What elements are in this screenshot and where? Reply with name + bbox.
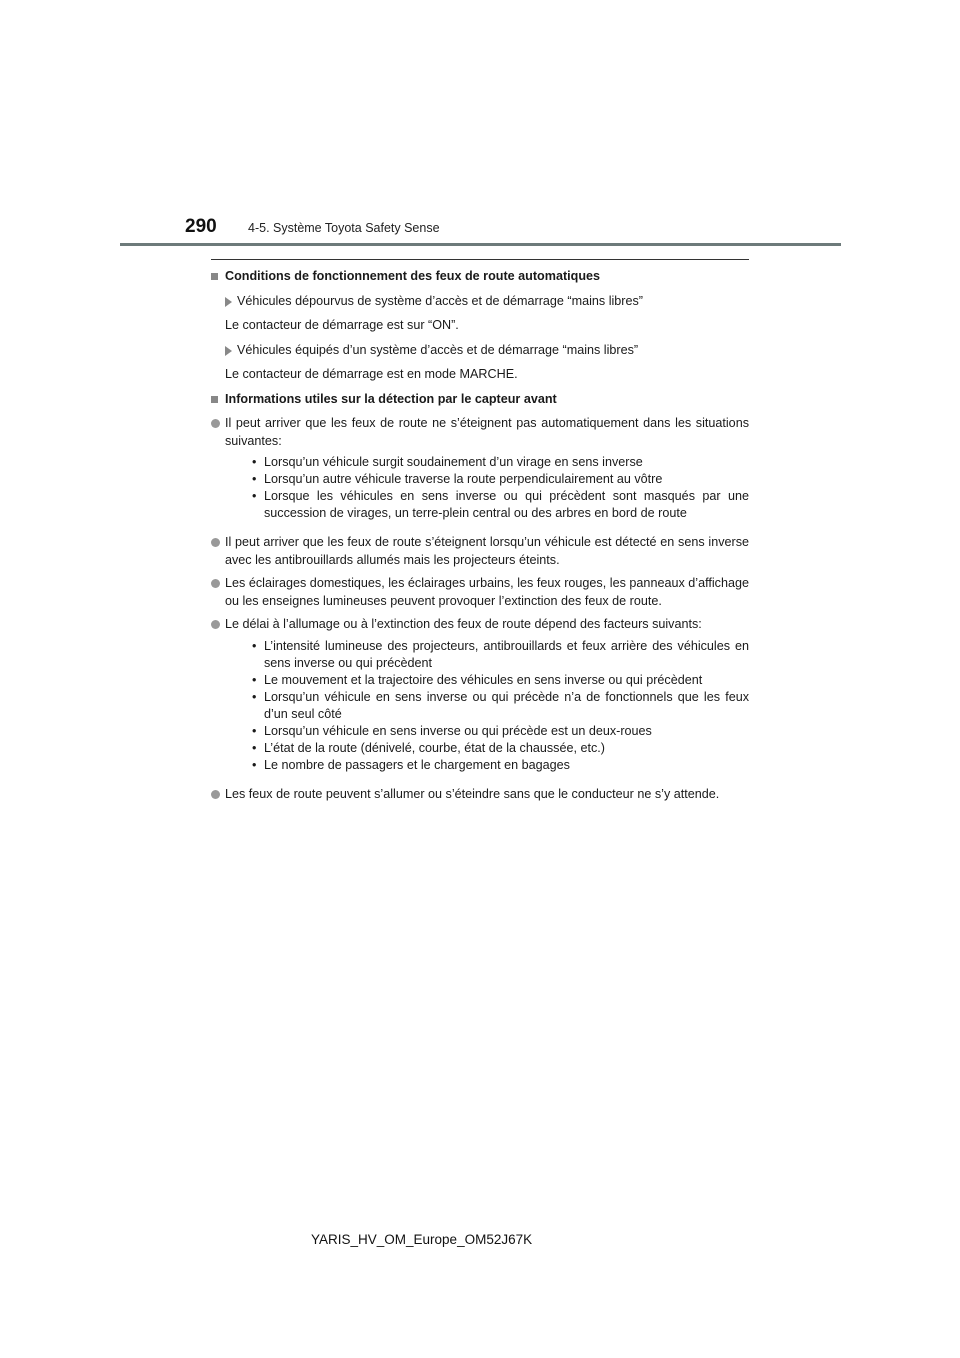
circle-bullet-icon [211,620,220,629]
sub-item: • Lorsqu’un véhicule en sens inverse ou qui précède n’a de fonctionnels que les feux d’un seul côté [252,689,749,723]
section-heading [211,268,749,286]
sub-item: • L’intensité lumineuse des projecteurs, antibrouillards et feux arrière des véhicules en sens inverse ou qui précèdent [252,638,749,672]
bullet-text: Il peut arriver que les feux de route ne s’éteignent pas automatiquement dans les situations suivantes: [225,416,749,448]
condition-label-text: Véhicules dépourvus de système d’accès et de démarrage “mains libres” [237,293,643,308]
sub-item: • Le nombre de passagers et le chargement en bagages [252,757,749,774]
circle-bullet-icon [211,579,220,588]
page-content [211,268,749,809]
heading-text: Conditions de fonctionnement des feux de route automatiques [225,269,601,283]
sub-list [252,638,749,774]
bullet-item [211,575,749,610]
header-rule [120,243,841,246]
circle-bullet-icon [211,419,220,428]
sub-item: • L’état de la route (dénivelé, courbe, état de la chaussée, etc.) [252,740,749,757]
content-rule [211,259,749,260]
page-number: 290 [185,216,217,237]
circle-bullet-icon [211,790,220,799]
condition-text: Le contacteur de démarrage est sur “ON”. [225,318,459,332]
sub-item: • Le mouvement et la trajectoire des véhicules en sens inverse ou qui précèdent [252,672,749,689]
heading-text: Informations utiles sur la détection par le capteur avant [225,391,557,406]
square-bullet-icon [211,273,218,280]
sub-list [252,454,749,522]
bullet-text: Le délai à l’allumage ou à l’extinction des feux de route dépend des facteurs suivants: [225,617,702,631]
sub-item: • Lorsqu’un véhicule en sens inverse ou qui précède est un deux-roues [252,723,749,740]
bullet-item [211,786,749,804]
sub-item: • Lorsque les véhicules en sens inverse ou qui précèdent sont masqués par une succession de virages, un terre-plein central ou des arbres en bord de route [252,488,749,522]
bullet-text: Il peut arriver que les feux de route s’éteignent lorsqu’un véhicule est détecté en sens inverse avec les antibrouillards allumés mais les projecteurs éteints. [225,535,749,567]
sub-item: • Lorsqu’un véhicule surgit soudainement d’un virage en sens inverse [252,454,749,471]
section-heading [211,391,749,409]
bullet-item [211,415,749,528]
bullet-text: Les feux de route peuvent s’allumer ou s’éteindre sans que le conducteur ne s’y attende. [225,786,720,801]
square-bullet-icon [211,396,218,403]
condition-label [225,293,749,311]
bullet-text: Les éclairages domestiques, les éclairages urbains, les feux rouges, les panneaux d’affichage ou les enseignes lumineuses peuvent provoquer l’extinction des feux de route. [225,576,749,608]
circle-bullet-icon [211,538,220,547]
section-title: 4-5. Système Toyota Safety Sense [248,221,440,235]
bullet-item [211,534,749,569]
condition-label [225,342,749,360]
bullet-item [211,616,749,780]
triangle-marker-icon [225,346,232,356]
sub-item: • Lorsqu’un autre véhicule traverse la route perpendiculairement au vôtre [252,471,749,488]
triangle-marker-icon [225,297,232,307]
condition-label-text: Véhicules équipés d’un système d’accès et de démarrage “mains libres” [237,342,639,357]
condition-text: Le contacteur de démarrage est en mode MARCHE. [225,367,518,381]
footer-doc-id: YARIS_HV_OM_Europe_OM52J67K [311,1232,533,1247]
